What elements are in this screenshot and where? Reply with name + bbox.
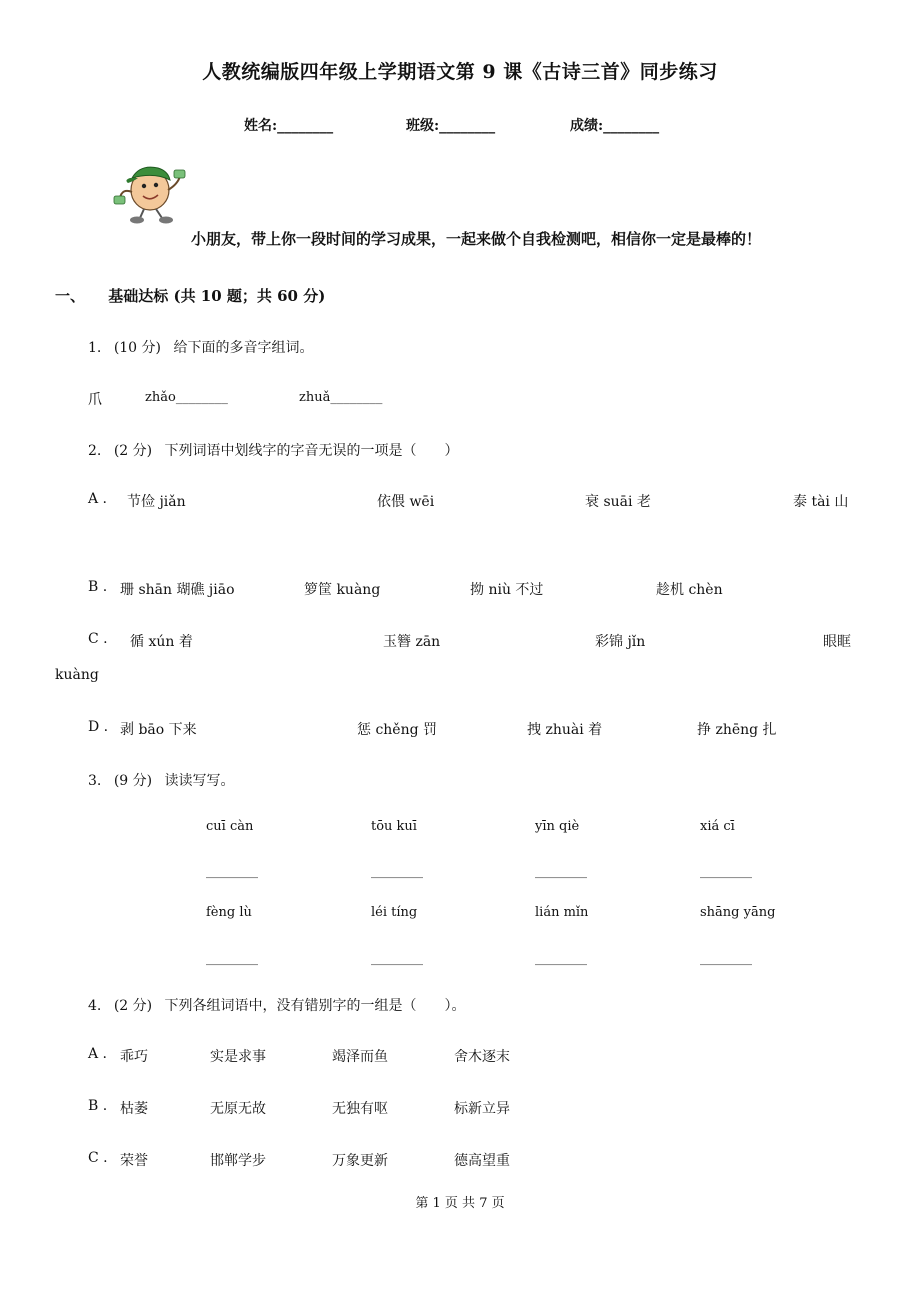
q4-option-b-word: 无原无故 — [210, 1101, 266, 1117]
q4-number: 4. — [88, 998, 102, 1014]
q1-character: 爪 — [88, 392, 102, 408]
section-1-heading — [55, 285, 325, 306]
info-class — [406, 115, 495, 135]
q3-answer-blank[interactable]: ________ — [535, 864, 587, 879]
q3-pinyin: xiá cī — [700, 819, 735, 834]
q2-option-a-word: 节俭 jiǎn — [127, 494, 186, 510]
q4-prompt: 下列各组词语中，没有错别字的一组是（ ）。 — [164, 998, 466, 1014]
mascot-illustration — [110, 160, 192, 228]
q2-option-b-letter[interactable]: B . — [88, 579, 108, 595]
info-score — [570, 115, 659, 135]
q2-prompt: 下列词语中划线字的字音无误的一项是（ ） — [164, 443, 459, 459]
q2-option-a-word: 衰 suāi 老 — [585, 494, 651, 510]
q2-option-b-word: 拗 niù 不过 — [470, 582, 544, 598]
q1-score: (10 分) — [113, 340, 162, 356]
q4-option-c-word: 荣誉 — [120, 1153, 148, 1169]
q2-option-c-word: 循 xún 着 — [130, 634, 193, 650]
question-3-stem — [88, 770, 235, 790]
q3-score: (9 分) — [113, 773, 153, 789]
page-title: 人教统编版四年级上学期语文第 9 课《古诗三首》同步练习 — [202, 61, 718, 83]
q2-option-c-word-wrap: kuàng — [55, 667, 99, 683]
q4-option-a-word: 舍木逐末 — [454, 1049, 510, 1065]
q4-option-b-word: 标新立异 — [454, 1101, 510, 1117]
q3-pinyin: cuī càn — [206, 819, 254, 834]
q3-pinyin: tōu kuī — [371, 819, 417, 834]
q4-option-a-word: 实是求事 — [210, 1049, 266, 1065]
q1-answer-blank[interactable]: ________ — [175, 390, 228, 405]
q2-option-a-word: 泰 tài 山 — [793, 494, 849, 510]
q3-answer-blank[interactable]: ________ — [700, 951, 752, 966]
info-class-field[interactable]: ________ — [439, 118, 496, 134]
question-2-stem — [88, 440, 459, 460]
q1-item-zhua — [299, 390, 382, 405]
q2-option-d-word: 拽 zhuài 着 — [527, 722, 603, 738]
q2-option-c-word: 彩锦 jǐn — [595, 634, 646, 650]
question-4-stem — [88, 995, 466, 1015]
q2-option-a-word: 依偎 wēi — [377, 494, 435, 510]
q3-answer-blank[interactable]: ________ — [371, 951, 423, 966]
q2-option-b-word: 趁机 chèn — [656, 582, 723, 598]
q4-option-c-word: 德高望重 — [454, 1153, 510, 1169]
q4-option-b-letter[interactable]: B . — [88, 1098, 108, 1114]
q3-pinyin: fèng lù — [206, 905, 252, 920]
info-name — [244, 115, 333, 135]
q2-option-c-letter[interactable]: C . — [88, 631, 108, 647]
section-title: 基础达标 (共 10 题；共 60 分) — [108, 287, 326, 305]
q3-pinyin: lián mǐn — [535, 905, 589, 920]
page-footer: 第 1 页 共 7 页 — [415, 1196, 505, 1211]
q3-pinyin: shāng yāng — [700, 905, 776, 920]
q2-option-d-word: 剥 bāo 下来 — [120, 722, 197, 738]
info-name-label: 姓名: — [244, 118, 278, 134]
q4-option-a-word: 乖巧 — [120, 1049, 148, 1065]
q3-answer-blank[interactable]: ________ — [371, 864, 423, 879]
q2-option-c-word: 玉簪 zān — [383, 634, 441, 650]
q3-prompt: 读读写写。 — [164, 773, 235, 789]
q4-score: (2 分) — [113, 998, 153, 1014]
q2-option-d-word: 惩 chěng 罚 — [357, 722, 438, 738]
q2-option-b-word: 箩筐 kuàng — [304, 582, 381, 598]
q1-item-zhao — [145, 390, 228, 405]
info-name-field[interactable]: ________ — [277, 118, 334, 134]
q4-option-a-letter[interactable]: A . — [88, 1046, 108, 1062]
question-1-stem — [88, 337, 313, 357]
q2-option-d-word: 挣 zhēng 扎 — [697, 722, 777, 738]
q1-answer-blank[interactable]: ________ — [330, 390, 383, 405]
q3-pinyin: yīn qiè — [535, 819, 580, 834]
q2-number: 2. — [88, 443, 102, 459]
q4-option-c-letter[interactable]: C . — [88, 1150, 108, 1166]
section-number: 一、 — [55, 287, 86, 305]
info-score-label: 成绩: — [570, 118, 604, 134]
q4-option-c-word: 万象更新 — [332, 1153, 388, 1169]
info-score-field[interactable]: ________ — [603, 118, 660, 134]
q1-prompt: 给下面的多音字组词。 — [173, 340, 314, 356]
intro-text: 小朋友，带上你一段时间的学习成果，一起来做个自我检测吧，相信你一定是最棒的！ — [191, 230, 762, 248]
q3-answer-blank[interactable]: ________ — [535, 951, 587, 966]
info-class-label: 班级: — [406, 118, 440, 134]
q3-pinyin: léi tíng — [371, 905, 418, 920]
q2-option-a-letter[interactable]: A . — [88, 491, 108, 507]
q3-answer-blank[interactable]: ________ — [206, 864, 258, 879]
q4-option-a-word: 竭泽而鱼 — [332, 1049, 388, 1065]
q2-option-c-word: 眼眶 — [823, 634, 851, 650]
q2-option-d-letter[interactable]: D . — [88, 719, 109, 735]
q3-answer-blank[interactable]: ________ — [700, 864, 752, 879]
q1-number: 1. — [88, 340, 102, 356]
q2-option-b-word: 珊 shān 瑚礁 jiāo — [120, 582, 235, 598]
q1-pinyin: zhuǎ — [299, 390, 331, 405]
q4-option-c-word: 邯郸学步 — [210, 1153, 266, 1169]
q3-answer-blank[interactable]: ________ — [206, 951, 258, 966]
q2-score: (2 分) — [113, 443, 153, 459]
q4-option-b-word: 枯萎 — [120, 1101, 148, 1117]
q1-pinyin: zhǎo — [145, 390, 176, 405]
q3-number: 3. — [88, 773, 102, 789]
q4-option-b-word: 无独有呕 — [332, 1101, 388, 1117]
